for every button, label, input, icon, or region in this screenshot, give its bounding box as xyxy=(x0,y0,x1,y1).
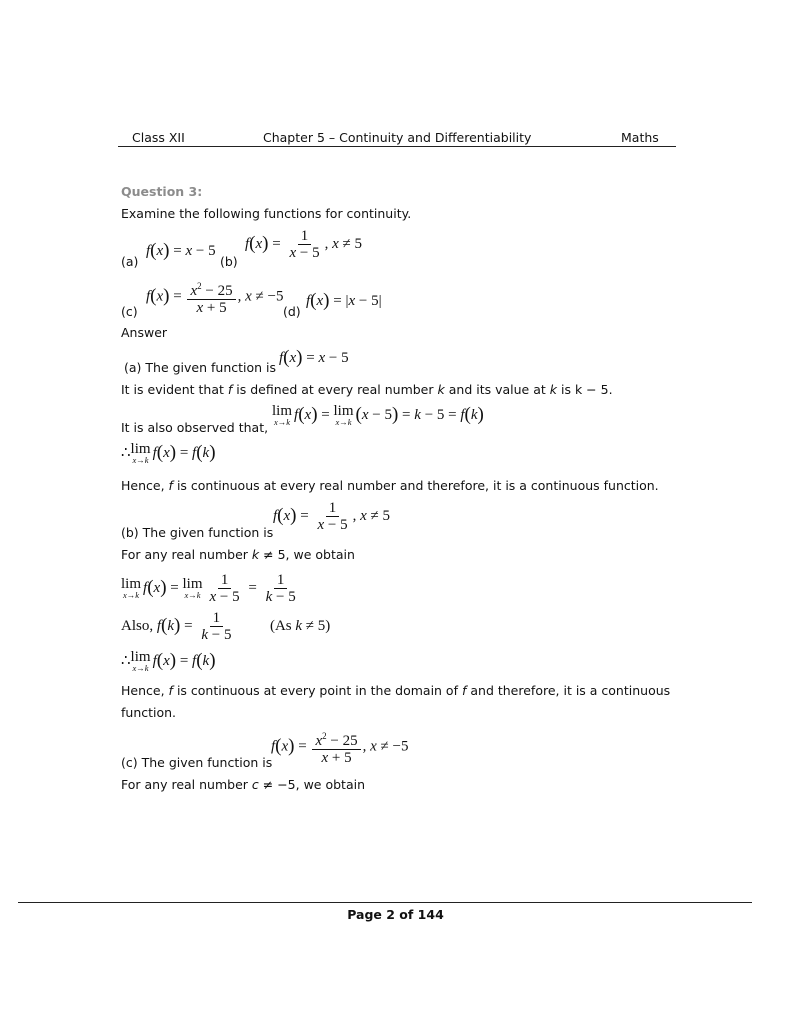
part-b-also: Also, f(k) = $\frac{1}{k - 5}$ (As k ≠ 5) xyxy=(121,610,331,643)
part-b-limit: lim x→k f(x) = lim x→k $\frac{1}{x - 5}$ = $\frac{1}{k - 5}$ xyxy=(121,572,296,605)
question-heading: Question 3: xyxy=(121,184,203,199)
part-c-any-real: For any real number c ≠ −5, we obtain xyxy=(121,777,365,792)
part-c-intro: (c) The given function is xyxy=(121,755,273,770)
page-number: Page 2 of 144 xyxy=(347,907,444,922)
option-b-label: (b) xyxy=(220,254,238,269)
header-rule xyxy=(118,146,676,147)
option-d-formula: f(x) = |x − 5| xyxy=(306,290,382,311)
question-prompt: Examine the following functions for continuity. xyxy=(121,206,412,221)
part-a-therefore: ∴ lim x→k f(x) = f(k) xyxy=(121,441,216,466)
part-a-intro: (a) The given function is xyxy=(124,360,277,375)
option-c-formula: f(x) = $\frac{x^2 - 25}{x + 5}$ , x ≠ −5 xyxy=(146,278,283,316)
answer-label: Answer xyxy=(121,325,168,340)
part-c-function: f(x) = $\frac{x^2 - 25}{x + 5}$ , x ≠ −5 xyxy=(271,728,408,766)
header-subject: Maths xyxy=(621,130,659,145)
part-a-function: f(x) = x − 5 xyxy=(279,347,349,368)
part-b-conclusion: Hence, f is continuous at every point in the domain of f and therefore, it is a continuous xyxy=(121,683,671,698)
part-a-line1: It is evident that f is defined at every real number k and its value at k is k − 5. xyxy=(121,382,613,397)
option-b-formula: f(x) = $\frac{1}{x - 5}$ , x ≠ 5 xyxy=(245,228,363,261)
part-b-function: f(x) = $\frac{1}{x - 5}$ , x ≠ 5 xyxy=(273,500,391,533)
option-c-label: (c) xyxy=(121,304,138,319)
part-b-conclusion-cont: function. xyxy=(121,705,177,720)
part-a-observed: It is also observed that, xyxy=(121,420,269,435)
option-d-label: (d) xyxy=(283,304,301,319)
part-b-any-real: For any real number k ≠ 5, we obtain xyxy=(121,547,355,562)
part-b-intro: (b) The given function is xyxy=(121,525,274,540)
option-a-formula: f(x) = x − 5 xyxy=(146,240,216,261)
part-a-conclusion: Hence, f is continuous at every real number and therefore, it is a continuous function. xyxy=(121,478,659,493)
footer-rule xyxy=(18,902,752,903)
part-a-limit-equation: lim x→k f(x) = lim x→k (x − 5) = k − 5 = f(k) xyxy=(272,403,484,428)
part-b-therefore: ∴ lim x→k f(x) = f(k) xyxy=(121,649,216,674)
header-class: Class XII xyxy=(132,130,185,145)
header-chapter: Chapter 5 – Continuity and Differentiability xyxy=(263,130,532,145)
option-a-label: (a) xyxy=(121,254,139,269)
